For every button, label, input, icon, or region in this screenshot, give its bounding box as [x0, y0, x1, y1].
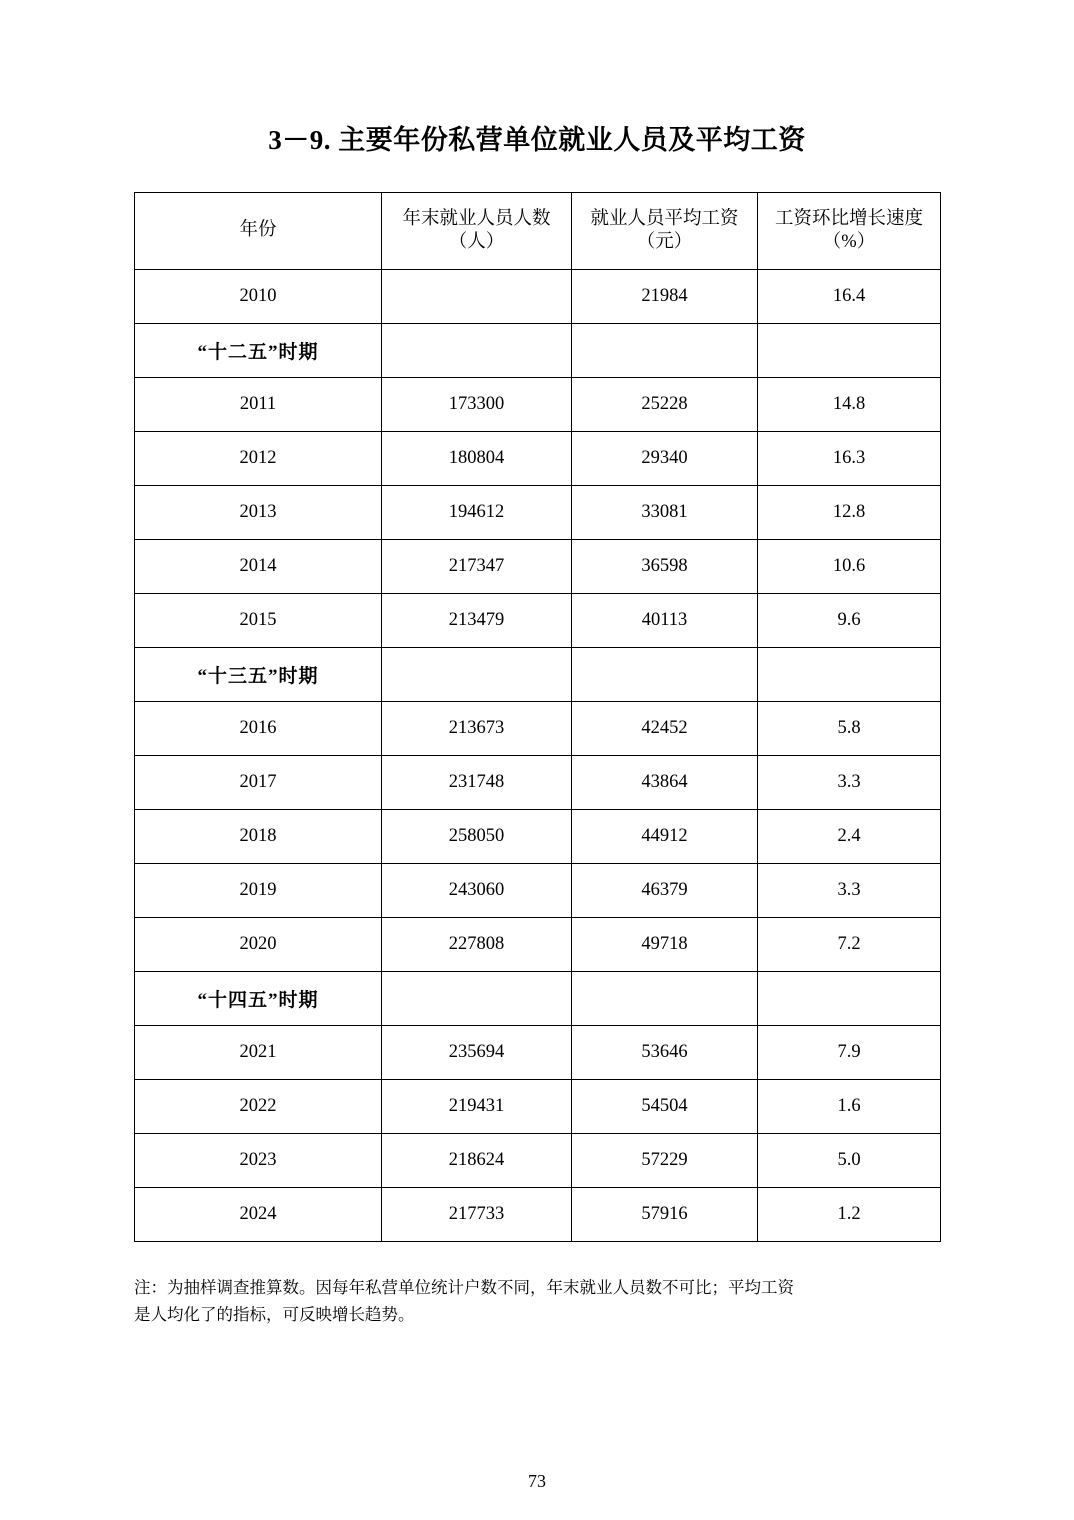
cell-year: 2018	[135, 810, 382, 864]
column-header-growth-line1: 工资环比增长速度	[774, 208, 923, 229]
statistics-table	[134, 192, 941, 1242]
table-row	[135, 324, 941, 378]
column-header-wage	[572, 193, 758, 270]
cell-growth	[758, 972, 941, 1026]
cell-wage: 25228	[572, 378, 758, 432]
cell-employees: 217347	[382, 540, 572, 594]
cell-year: 2020	[135, 918, 382, 972]
cell-wage	[572, 324, 758, 378]
table-row	[135, 972, 941, 1026]
table-row	[135, 648, 941, 702]
cell-year: 2021	[135, 1026, 382, 1080]
table-header-row	[135, 193, 941, 270]
table-row	[135, 540, 941, 594]
cell-growth: 5.8	[758, 702, 941, 756]
cell-year: 2014	[135, 540, 382, 594]
page-title: 3－9. 主要年份私营单位就业人员及平均工资	[268, 125, 806, 155]
table-row	[135, 270, 941, 324]
cell-wage: 49718	[572, 918, 758, 972]
column-header-growth	[758, 193, 941, 270]
column-header-wage-line1: 就业人员平均工资	[590, 208, 739, 229]
cell-employees: 217733	[382, 1188, 572, 1242]
cell-year: 2022	[135, 1080, 382, 1134]
cell-employees	[382, 648, 572, 702]
table-row	[135, 1080, 941, 1134]
cell-employees	[382, 972, 572, 1026]
cell-employees: 219431	[382, 1080, 572, 1134]
cell-year: 2017	[135, 756, 382, 810]
table-body	[135, 270, 941, 1242]
table-row	[135, 486, 941, 540]
cell-growth: 1.2	[758, 1188, 941, 1242]
cell-growth: 10.6	[758, 540, 941, 594]
table-row	[135, 918, 941, 972]
cell-employees	[382, 324, 572, 378]
cell-wage: 57916	[572, 1188, 758, 1242]
cell-year: 2015	[135, 594, 382, 648]
cell-wage: 54504	[572, 1080, 758, 1134]
page-number: 73	[528, 1471, 546, 1491]
cell-year: 2024	[135, 1188, 382, 1242]
table-row	[135, 702, 941, 756]
cell-growth: 7.2	[758, 918, 941, 972]
statistics-table-container	[134, 192, 940, 1242]
column-header-employees-line1: 年末就业人员人数	[402, 208, 551, 229]
cell-wage: 33081	[572, 486, 758, 540]
column-header-growth-line2: （%）	[822, 232, 876, 252]
cell-employees: 218624	[382, 1134, 572, 1188]
cell-year: 2019	[135, 864, 382, 918]
cell-employees: 213479	[382, 594, 572, 648]
table-row	[135, 432, 941, 486]
column-header-employees	[382, 193, 572, 270]
cell-wage: 29340	[572, 432, 758, 486]
table-note	[134, 1274, 946, 1328]
table-note-line2: 是人均化了的指标，可反映增长趋势。	[134, 1305, 415, 1325]
table-row	[135, 810, 941, 864]
cell-employees: 227808	[382, 918, 572, 972]
column-header-wage-line2: （元）	[636, 232, 693, 252]
cell-wage: 43864	[572, 756, 758, 810]
cell-employees: 194612	[382, 486, 572, 540]
column-header-year	[135, 193, 382, 270]
cell-growth	[758, 324, 941, 378]
table-row	[135, 1134, 941, 1188]
cell-year: “十四五”时期	[135, 972, 382, 1026]
cell-wage: 46379	[572, 864, 758, 918]
column-header-year-line1: 年份	[239, 220, 277, 241]
cell-year: 2012	[135, 432, 382, 486]
cell-growth	[758, 648, 941, 702]
table-row	[135, 1026, 941, 1080]
cell-growth: 16.4	[758, 270, 941, 324]
cell-year: “十三五”时期	[135, 648, 382, 702]
table-header	[135, 193, 941, 270]
cell-employees: 235694	[382, 1026, 572, 1080]
cell-year: 2023	[135, 1134, 382, 1188]
cell-growth: 12.8	[758, 486, 941, 540]
table-row	[135, 594, 941, 648]
table-row	[135, 1188, 941, 1242]
cell-wage	[572, 648, 758, 702]
cell-growth: 5.0	[758, 1134, 941, 1188]
cell-wage: 36598	[572, 540, 758, 594]
cell-wage: 40113	[572, 594, 758, 648]
cell-year: 2013	[135, 486, 382, 540]
cell-employees: 231748	[382, 756, 572, 810]
cell-employees: 258050	[382, 810, 572, 864]
cell-growth: 3.3	[758, 864, 941, 918]
cell-year: 2010	[135, 270, 382, 324]
cell-employees: 243060	[382, 864, 572, 918]
cell-growth: 16.3	[758, 432, 941, 486]
table-row	[135, 756, 941, 810]
cell-year: 2016	[135, 702, 382, 756]
cell-year: “十二五”时期	[135, 324, 382, 378]
cell-wage	[572, 972, 758, 1026]
cell-wage: 44912	[572, 810, 758, 864]
cell-employees: 180804	[382, 432, 572, 486]
cell-employees: 213673	[382, 702, 572, 756]
cell-wage: 21984	[572, 270, 758, 324]
cell-employees	[382, 270, 572, 324]
cell-growth: 7.9	[758, 1026, 941, 1080]
cell-growth: 2.4	[758, 810, 941, 864]
cell-wage: 53646	[572, 1026, 758, 1080]
cell-year: 2011	[135, 378, 382, 432]
table-row	[135, 378, 941, 432]
column-header-employees-line2: （人）	[448, 232, 505, 252]
table-note-line1: 注：为抽样调查推算数。因每年私营单位统计户数不同，年末就业人员数不可比；平均工资	[134, 1278, 794, 1297]
cell-wage: 42452	[572, 702, 758, 756]
cell-growth: 3.3	[758, 756, 941, 810]
cell-growth: 14.8	[758, 378, 941, 432]
cell-employees: 173300	[382, 378, 572, 432]
cell-growth: 9.6	[758, 594, 941, 648]
cell-wage: 57229	[572, 1134, 758, 1188]
table-row	[135, 864, 941, 918]
cell-growth: 1.6	[758, 1080, 941, 1134]
